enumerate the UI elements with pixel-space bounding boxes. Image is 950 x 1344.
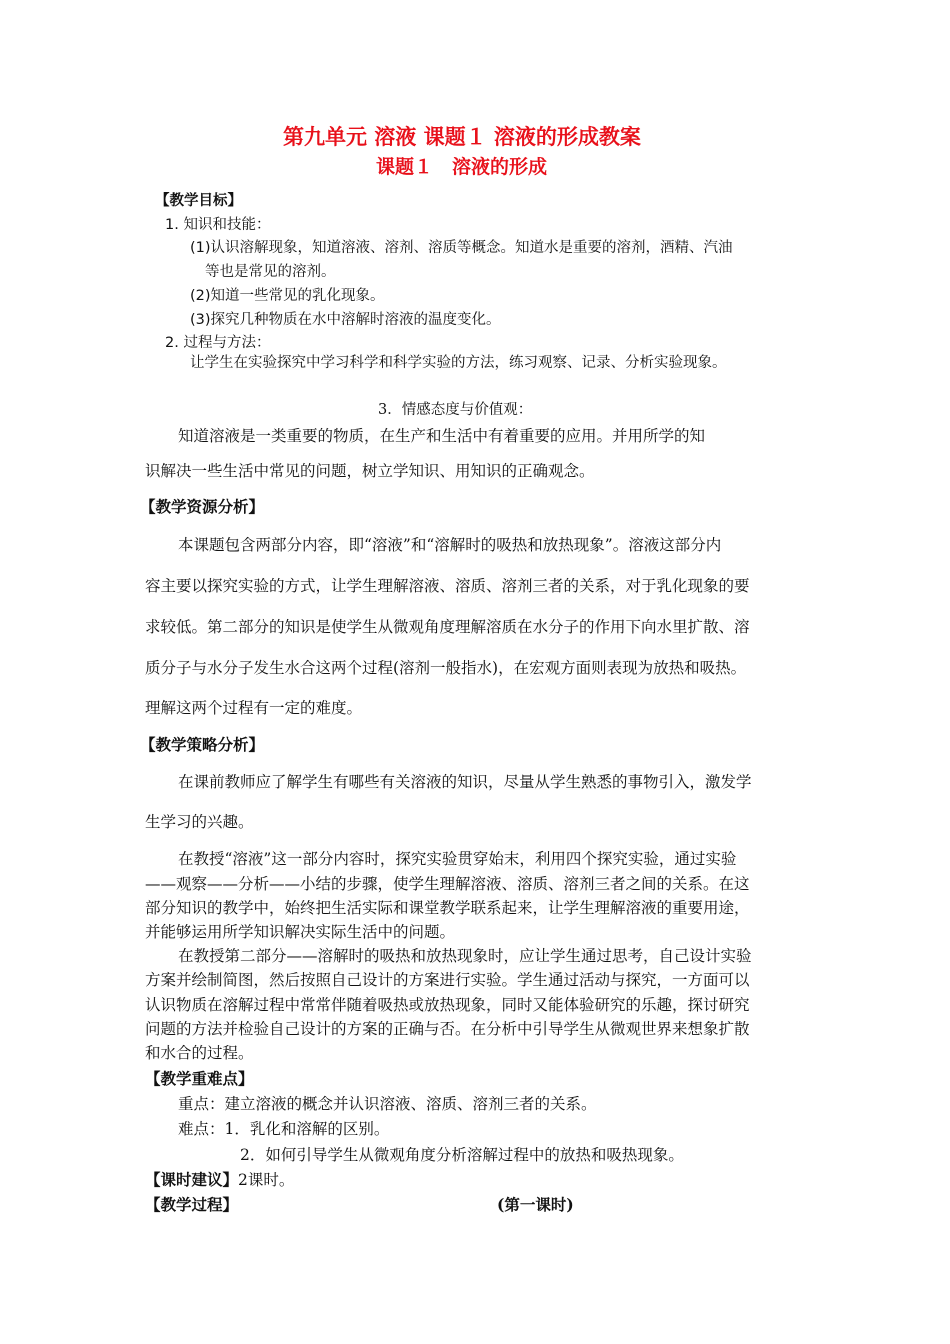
document-subtitle: 课题１ 溶液的形成 [376, 156, 548, 178]
process-heading: 【教学过程】 [145, 1195, 239, 1214]
resource-heading: 【教学资源分析】 [140, 497, 265, 516]
resource-line-5: 理解这两个过程有一定的难度。 [145, 699, 363, 717]
strategy-p3-line-1: 在教授第二部分——溶解时的吸热和放热现象时，应让学生通过思考，自己设计实验 [178, 947, 752, 965]
objectives-item-1a-line-2: 等也是常见的溶剂。 [205, 264, 336, 280]
strategy-p2-line-1: 在教授“溶液”这一部分内容时，探究实验贯穿始末，利用四个探究实验，通过实验 [178, 850, 737, 868]
keypoints-heading: 【教学重难点】 [145, 1069, 254, 1088]
resource-line-3: 求较低。第二部分的知识是使学生从微观角度理解溶质在水分子的作用下向水里扩散、溶 [145, 618, 750, 636]
objectives-item-1b: (2)知道一些常见的乳化现象。 [190, 288, 385, 304]
keypoints-focus: 重点：建立溶液的概念并认识溶液、溶质、溶剂三者的关系。 [178, 1095, 597, 1113]
strategy-p1-line-1: 在课前教师应了解学生有哪些有关溶液的知识，尽量从学生熟悉的事物引入，激发学 [178, 773, 752, 791]
objectives-item-3-line-2: 识解决一些生活中常见的问题，树立学知识、用知识的正确观念。 [145, 462, 595, 480]
objectives-item-1a-line-1: (1)认识溶解现象，知道溶液、溶剂、溶质等概念。知道水是重要的溶剂，酒精、汽油 [190, 240, 733, 256]
hours-line [145, 1170, 294, 1190]
strategy-heading: 【教学策略分析】 [140, 735, 265, 754]
strategy-p1-line-2: 生学习的兴趣。 [145, 813, 254, 831]
objectives-item-1-heading: 1. 知识和技能： [165, 217, 271, 233]
resource-line-1: 本课题包含两部分内容，即“溶液”和“溶解时的吸热和放热现象”。溶液这部分内 [178, 536, 722, 554]
objectives-item-1c: (3)探究几种物质在水中溶解时溶液的温度变化。 [190, 312, 501, 328]
objectives-heading: 【教学目标】 [155, 193, 242, 209]
objectives-item-3-line-1: 知道溶液是一类重要的物质，在生产和生活中有着重要的应用。并用所学的知 [178, 427, 706, 445]
document-title: 第九单元 溶液 课题１ 溶液的形成教案 [283, 124, 641, 149]
strategy-p2-line-4: 并能够运用所学知识解决实际生活中的问题。 [145, 923, 456, 941]
keypoints-difficulty-1: 难点：1．乳化和溶解的区别。 [178, 1120, 390, 1138]
process-session: (第一课时) [497, 1195, 574, 1214]
hours-value: 2课时。 [238, 1171, 295, 1189]
strategy-p3-line-4: 问题的方法并检验自己设计的方案的正确与否。在分析中引导学生从微观世界来想象扩散 [145, 1020, 750, 1038]
strategy-p2-line-2: ——观察——分析——小结的步骤，使学生理解溶液、溶质、溶剂三者之间的关系。在这 [145, 875, 750, 893]
strategy-p3-line-2: 方案并绘制简图，然后按照自己设计的方案进行实验。学生通过活动与探究，一方面可以 [145, 971, 750, 989]
resource-line-2: 容主要以探究实验的方式，让学生理解溶液、溶质、溶剂三者的关系，对于乳化现象的要 [145, 577, 750, 595]
strategy-p3-line-3: 认识物质在溶解过程中常常伴随着吸热或放热现象，同时又能体验研究的乐趣，探讨研究 [145, 996, 750, 1014]
objectives-item-2-body: 让学生在实验探究中学习科学和科学实验的方法，练习观察、记录、分析实验现象。 [190, 355, 727, 371]
objectives-item-3-heading: 3．情感态度与价值观： [378, 402, 533, 418]
objectives-item-2-heading: 2. 过程与方法： [165, 335, 271, 351]
hours-heading: 【课时建议】 [145, 1170, 239, 1189]
keypoints-difficulty-2: 2．如何引导学生从微观角度分析溶解过程中的放热和吸热现象。 [240, 1146, 684, 1164]
resource-line-4: 质分子与水分子发生水合这两个过程(溶剂一般指水)，在宏观方面则表现为放热和吸热。 [145, 659, 747, 677]
strategy-p3-line-5: 和水合的过程。 [145, 1044, 254, 1062]
strategy-p2-line-3: 部分知识的教学中，始终把生活实际和课堂教学联系起来，让学生理解溶液的重要用途， [145, 899, 750, 917]
